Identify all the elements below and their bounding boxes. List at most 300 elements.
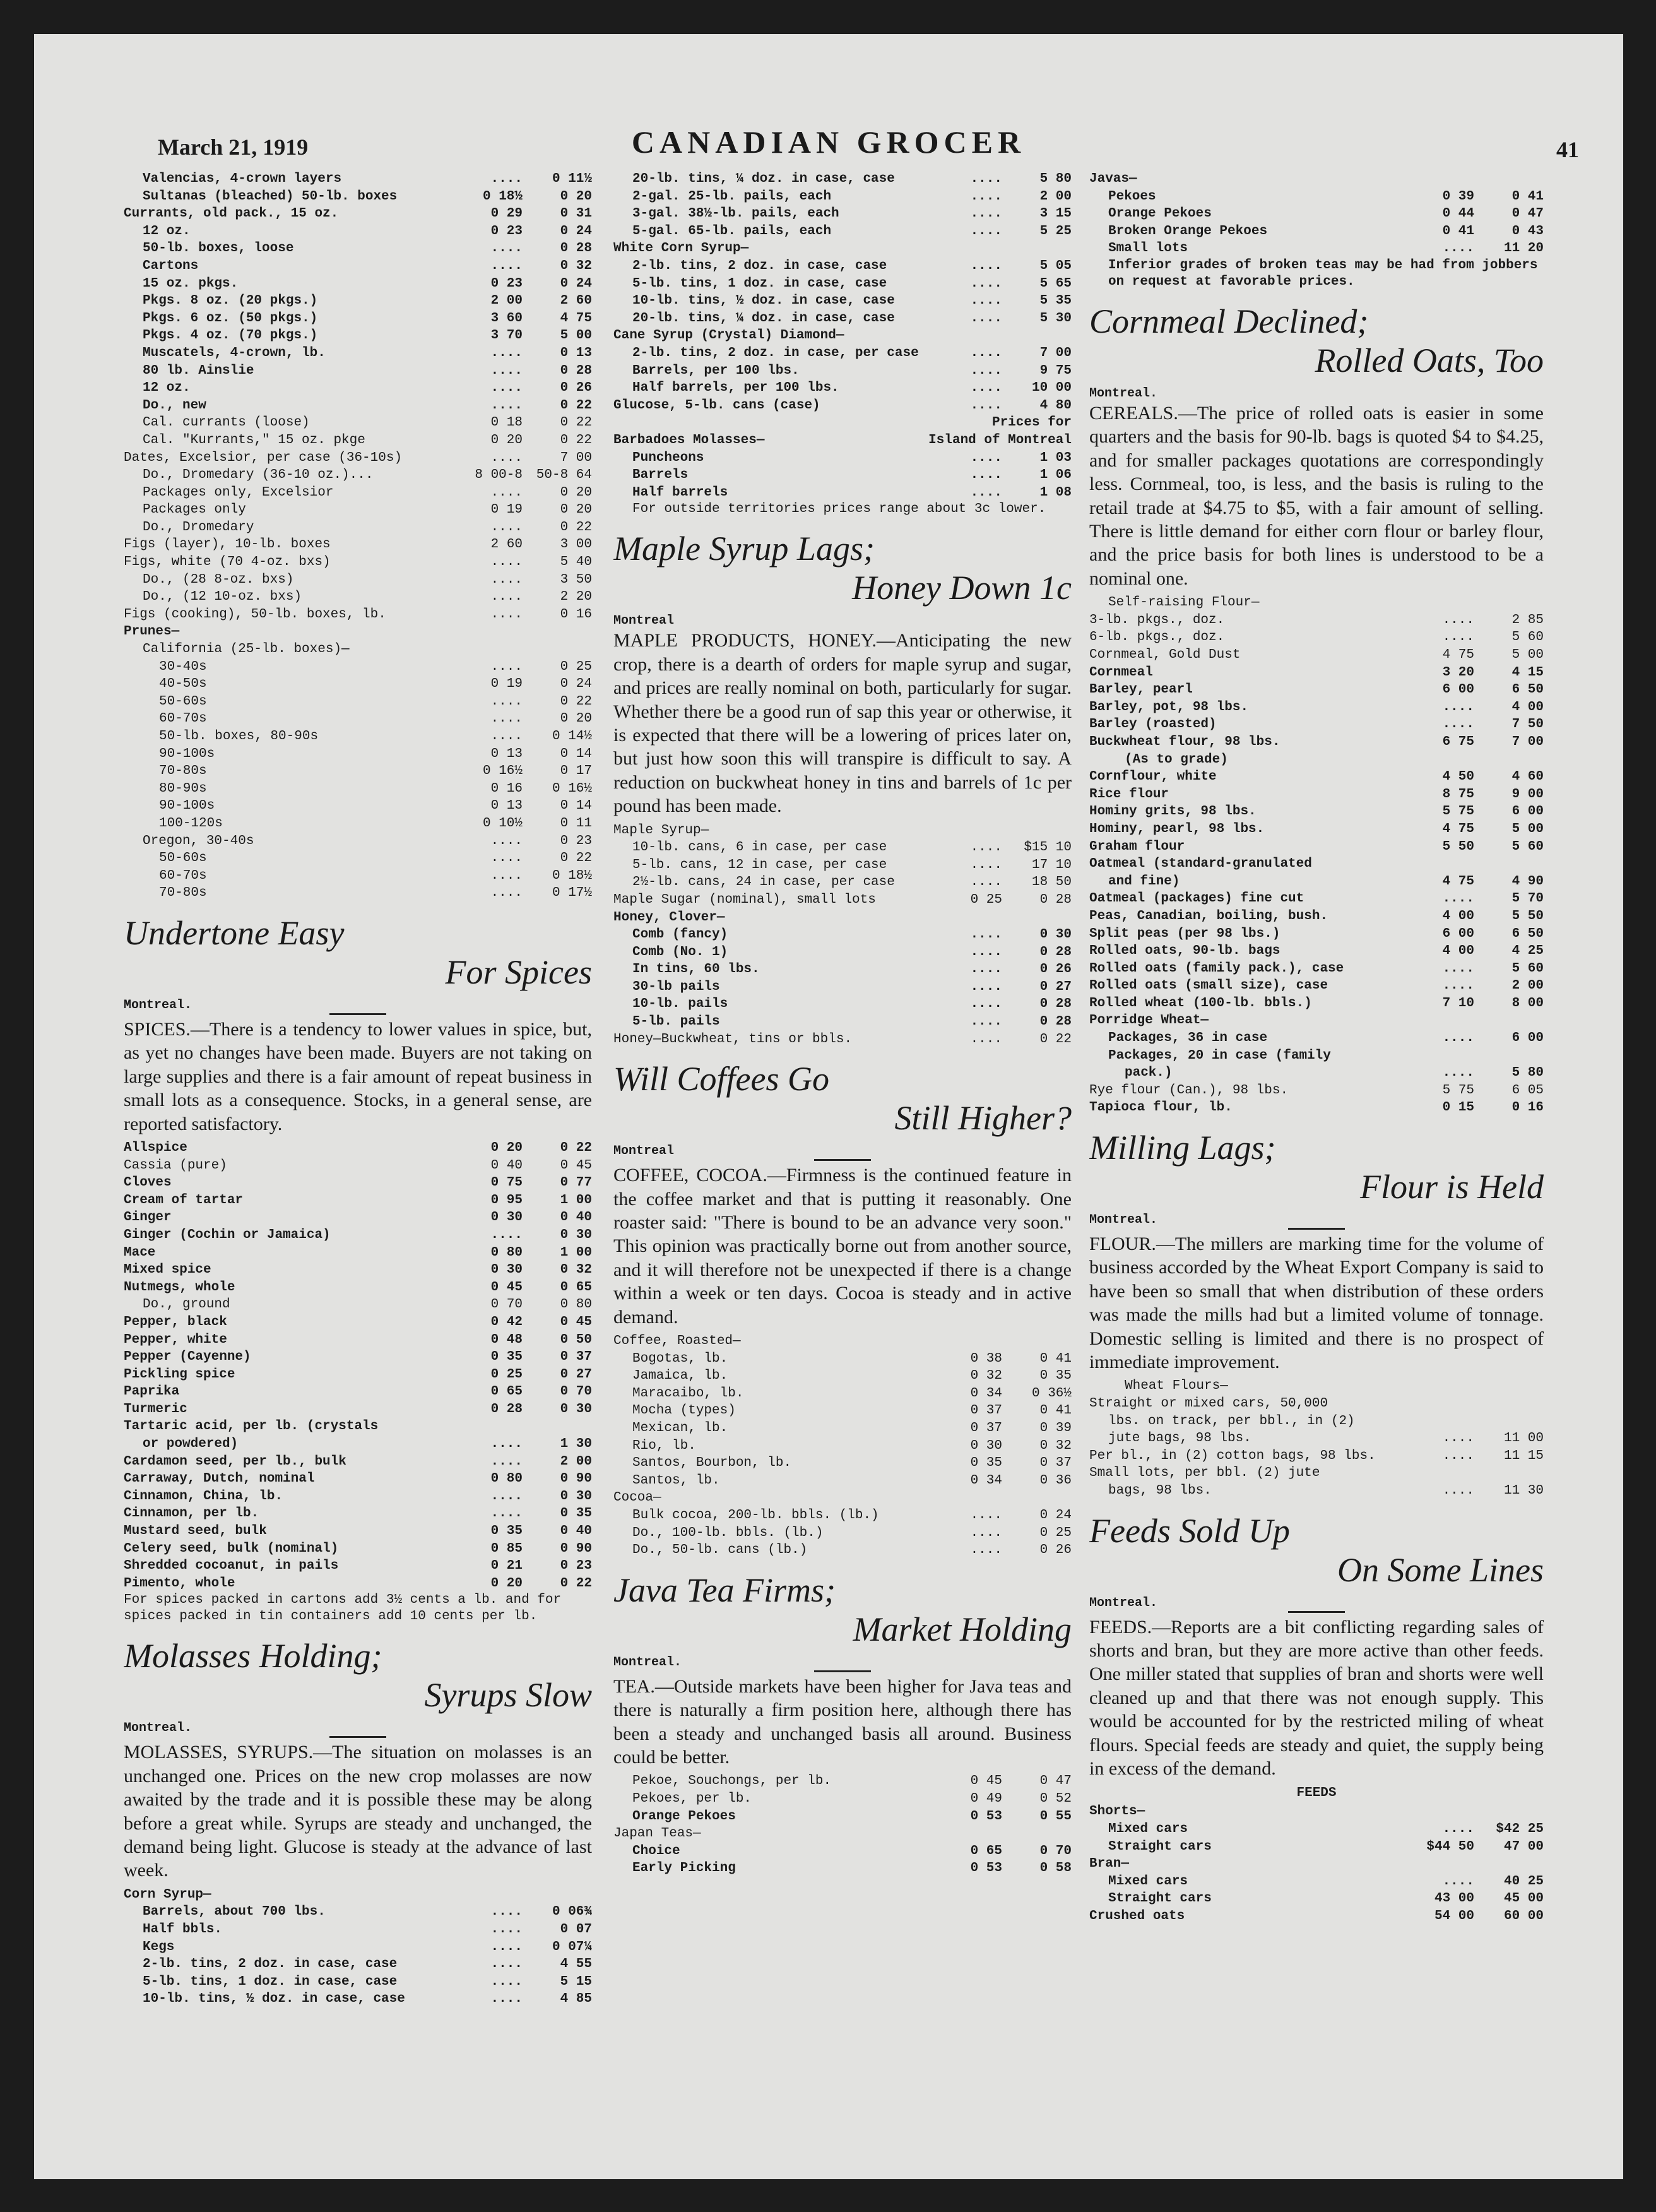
high-price: 0 47 bbox=[1511, 206, 1544, 222]
price-row bbox=[1089, 768, 1544, 786]
price-row bbox=[1089, 664, 1544, 682]
high-price: 0 39 bbox=[1039, 1421, 1072, 1436]
price-row bbox=[613, 839, 1072, 857]
high-price: 1 03 bbox=[1039, 450, 1072, 465]
price-row bbox=[613, 327, 1072, 345]
low-price: .... bbox=[970, 294, 1002, 309]
price-row bbox=[1089, 734, 1544, 751]
high-price: 4 85 bbox=[560, 1992, 592, 2007]
item-name: bags, 98 lbs. bbox=[1108, 1484, 1212, 1499]
price-row bbox=[613, 449, 1072, 467]
low-price: 2 00 bbox=[490, 294, 523, 309]
item-name: Split peas (per 98 lbs.) bbox=[1089, 926, 1280, 941]
item-name: Mace bbox=[124, 1245, 156, 1260]
java-dateline: Montreal. bbox=[613, 1655, 682, 1670]
item-name: 20-lb. tins, ¼ doz. in case, case bbox=[632, 311, 895, 326]
item-name: Allspice bbox=[124, 1140, 187, 1155]
corn-syrup-price-list bbox=[124, 1886, 592, 2008]
low-price: 3 20 bbox=[1442, 665, 1474, 680]
high-price: 0 41 bbox=[1511, 189, 1544, 204]
low-price: 0 53 bbox=[970, 1809, 1002, 1824]
divider bbox=[1288, 1611, 1345, 1613]
price-row bbox=[613, 1013, 1072, 1031]
high-price: 0 16 bbox=[1511, 1100, 1544, 1115]
low-price: .... bbox=[490, 345, 523, 360]
high-price: 5 25 bbox=[1039, 223, 1072, 239]
page-number: 41 bbox=[1556, 137, 1579, 162]
low-price: .... bbox=[970, 840, 1002, 855]
high-price: 0 25 bbox=[1039, 1525, 1072, 1540]
low-price: 0 20 bbox=[490, 1140, 523, 1155]
low-price: 43 00 bbox=[1434, 1891, 1474, 1906]
high-price: 2 00 bbox=[1039, 189, 1072, 204]
item-name: Straight or mixed cars, 50,000 bbox=[1089, 1396, 1328, 1412]
high-price: 3 00 bbox=[560, 537, 592, 552]
price-row bbox=[613, 874, 1072, 891]
low-price: .... bbox=[490, 851, 523, 866]
price-row bbox=[613, 292, 1072, 310]
barbadoes-price-list bbox=[613, 449, 1072, 502]
item-name: 15 oz. pkgs. bbox=[143, 276, 239, 291]
price-row bbox=[124, 449, 592, 467]
price-row bbox=[613, 1489, 1072, 1507]
item-name: Dates, Excelsior, per case (36-10s) bbox=[124, 450, 403, 465]
high-price: 0 20 bbox=[560, 711, 592, 727]
item-name: Pepper, white bbox=[124, 1332, 227, 1347]
item-name: Do., new bbox=[143, 398, 206, 413]
price-row bbox=[124, 1575, 592, 1593]
high-price: 0 37 bbox=[1039, 1456, 1072, 1471]
low-price: $44 50 bbox=[1426, 1839, 1474, 1854]
price-row bbox=[124, 1418, 592, 1436]
high-price: 0 28 bbox=[560, 241, 592, 256]
item-name: 90-100s bbox=[159, 746, 215, 761]
high-price: 0 52 bbox=[1039, 1792, 1072, 1807]
price-row bbox=[124, 1921, 592, 1939]
item-name: Maracaibo, lb. bbox=[632, 1386, 744, 1401]
item-name: Do., 100-lb. bbls. (lb.) bbox=[632, 1525, 824, 1540]
high-price: 4 55 bbox=[560, 1957, 592, 1972]
item-name: Cornmeal, Gold Dust bbox=[1089, 648, 1241, 662]
low-price: 0 41 bbox=[1442, 223, 1474, 239]
item-name: Packages, 20 in case (family bbox=[1108, 1048, 1331, 1063]
low-price: 0 35 bbox=[490, 1524, 523, 1539]
high-price: 60 00 bbox=[1503, 1909, 1544, 1924]
price-row bbox=[124, 1453, 592, 1471]
item-name: Cinnamon, China, lb. bbox=[124, 1489, 283, 1504]
high-price: 4 75 bbox=[560, 311, 592, 326]
price-row bbox=[1089, 1395, 1544, 1413]
high-price: 5 15 bbox=[560, 1974, 592, 1989]
low-price: 0 13 bbox=[490, 799, 523, 814]
price-row bbox=[613, 1507, 1072, 1525]
price-row bbox=[124, 797, 592, 815]
item-name: Pkgs. 8 oz. (20 pkgs.) bbox=[143, 294, 318, 309]
item-name: Tartaric acid, per lb. (crystals bbox=[124, 1419, 379, 1434]
price-row bbox=[1089, 821, 1544, 838]
low-price: .... bbox=[970, 944, 1002, 960]
price-row bbox=[613, 484, 1072, 502]
high-price: 0 22 bbox=[560, 851, 592, 866]
price-row bbox=[124, 815, 592, 833]
item-name: Mocha (types) bbox=[632, 1403, 736, 1418]
low-price: 4 75 bbox=[1442, 648, 1474, 662]
price-row bbox=[124, 1209, 592, 1227]
high-price: 0 27 bbox=[1039, 979, 1072, 994]
low-price: 5 50 bbox=[1442, 839, 1474, 854]
item-name: Mixed cars bbox=[1108, 1822, 1188, 1837]
item-name: Per bl., in (2) cotton bags, 98 lbs. bbox=[1089, 1448, 1376, 1463]
high-price: 0 16½ bbox=[552, 781, 592, 796]
low-price: .... bbox=[490, 607, 523, 622]
low-price: 8 75 bbox=[1442, 787, 1474, 802]
item-name: Wheat Flours— bbox=[1125, 1379, 1228, 1394]
high-price: 5 80 bbox=[1039, 172, 1072, 186]
cornmeal-headline: Cornmeal Declined; Rolled Oats, Too bbox=[1089, 302, 1544, 379]
item-name: 10-lb. tins, ½ doz. in case, case bbox=[632, 294, 895, 309]
low-price: .... bbox=[490, 258, 523, 273]
price-row bbox=[1089, 1082, 1544, 1100]
high-price: 0 20 bbox=[560, 485, 592, 500]
low-price: 2 60 bbox=[490, 537, 523, 552]
high-price: 0 90 bbox=[560, 1472, 592, 1487]
price-row bbox=[124, 641, 592, 658]
low-price: 0 23 bbox=[490, 276, 523, 291]
spices-dateline: Montreal. bbox=[124, 997, 192, 1013]
low-price: .... bbox=[1442, 978, 1474, 994]
item-name: Jamaica, lb. bbox=[632, 1369, 728, 1384]
item-name: Barley, pearl bbox=[1089, 682, 1193, 698]
item-name: Cinnamon, per lb. bbox=[124, 1506, 259, 1521]
cornmeal-article: CEREALS.—The price of rolled oats is easier in some quarters and the basis for 90-lb. bags is quoted $4 to $4.25, and for smaller packages quotations are correspondingly less. Cornmeal, too, is less, and the basis is ruling to the retail trade at $4.75 to $5, with a fair amount of selling. There is little demand for either corn flour or barley flour, and the price basis for both lines is understood to be a nominal one. bbox=[1089, 402, 1544, 589]
item-name: Mixed cars bbox=[1108, 1874, 1188, 1889]
low-price: 8 00-8 bbox=[475, 468, 523, 483]
item-name: White Corn Syrup— bbox=[613, 241, 749, 256]
low-price: 6 00 bbox=[1442, 926, 1474, 941]
item-name: Santos, Bourbon, lb. bbox=[632, 1456, 792, 1471]
low-price: .... bbox=[490, 450, 523, 465]
price-row bbox=[124, 1488, 592, 1506]
high-price: 0 07 bbox=[560, 1922, 592, 1937]
price-row bbox=[124, 1939, 592, 1956]
low-price: .... bbox=[490, 694, 523, 709]
item-name: Tapioca flour, lb. bbox=[1089, 1100, 1233, 1115]
high-price: 0 36 bbox=[1039, 1473, 1072, 1488]
price-row bbox=[124, 1523, 592, 1540]
milling-headline: Milling Lags; Flour is Held bbox=[1089, 1129, 1544, 1206]
spices-note: For spices packed in cartons add 3½ cents a lb. and for spices packed in tin containers add 10 cents per lb. bbox=[124, 1593, 562, 1624]
high-price: 0 80 bbox=[560, 1297, 592, 1312]
price-row bbox=[1089, 1012, 1544, 1030]
price-row bbox=[613, 1808, 1072, 1826]
item-name: 20-lb. tins, ¼ doz. in case, case bbox=[632, 172, 895, 186]
molasses-article: MOLASSES, SYRUPS.—The situation on molasses is an unchanged one. Prices on the new crop molasses are now awaited by the trade and it is possible these may be along before a great while. Syrups are steady and unchanged, the demand being light. Glucose is steady at the advance of last week. bbox=[124, 1742, 592, 1881]
low-price: 0 25 bbox=[490, 1367, 523, 1382]
low-price: .... bbox=[970, 450, 1002, 465]
high-price: 0 17½ bbox=[552, 886, 592, 901]
item-name: Rolled wheat (100-lb. bbls.) bbox=[1089, 996, 1312, 1011]
price-row bbox=[1089, 1430, 1544, 1448]
low-price: 0 19 bbox=[490, 502, 523, 518]
high-price: 47 00 bbox=[1503, 1839, 1544, 1854]
low-price: .... bbox=[970, 345, 1002, 360]
high-price: 0 14 bbox=[560, 746, 592, 761]
milling-article: FLOUR.—The millers are marking time for the volume of business accorded by the Wheat Export Company is said to have been so small that when distribution of these orders was made the mills had but a limited volume of tonnage. Domestic selling is limited and there is no prospect of immediate improvement. bbox=[1089, 1234, 1544, 1373]
low-price: 0 15 bbox=[1442, 1100, 1474, 1115]
item-name: Broken Orange Pekoes bbox=[1108, 223, 1268, 239]
high-price: 0 22 bbox=[560, 398, 592, 413]
feeds-article: FEEDS.—Reports are a bit conflicting regarding sales of shorts and bran, but they are more active than other feeds. One miller stated that supplies of bran and shorts were well cleaned up and that there was not enough supply. This would be accounted for by the restricted miling of wheat flours. Special feeds are steady and quiet, the supply being in excess of the demand. bbox=[1089, 1616, 1544, 1780]
price-row bbox=[1089, 855, 1544, 873]
item-name: Rolled oats, 90-lb. bags bbox=[1089, 944, 1280, 959]
low-price: 4 00 bbox=[1442, 944, 1474, 959]
low-price: 0 23 bbox=[490, 223, 523, 239]
low-price: 0 48 bbox=[490, 1332, 523, 1347]
high-price: 0 13 bbox=[560, 345, 592, 360]
low-price: .... bbox=[490, 1974, 523, 1989]
price-row bbox=[1089, 612, 1544, 629]
high-price: 0 22 bbox=[560, 520, 592, 535]
high-price: 3 15 bbox=[1039, 206, 1072, 222]
item-name: (As to grade) bbox=[1125, 752, 1228, 767]
low-price: 0 16 bbox=[490, 781, 523, 796]
item-name: Cornmeal bbox=[1089, 665, 1153, 680]
price-row bbox=[124, 833, 592, 850]
price-row bbox=[124, 205, 592, 223]
low-price: .... bbox=[490, 485, 523, 500]
high-price: 0 77 bbox=[560, 1175, 592, 1191]
high-price: 9 75 bbox=[1039, 363, 1072, 378]
high-price: 5 60 bbox=[1511, 961, 1544, 976]
low-price: 0 45 bbox=[490, 1280, 523, 1295]
low-price: .... bbox=[970, 1032, 1002, 1047]
price-row bbox=[124, 675, 592, 693]
low-price: .... bbox=[490, 1437, 523, 1452]
item-name: 12 oz. bbox=[143, 223, 191, 239]
price-row bbox=[1089, 716, 1544, 734]
low-price: 4 75 bbox=[1442, 874, 1474, 889]
high-price: 10 00 bbox=[1031, 381, 1072, 396]
price-row bbox=[124, 519, 592, 537]
low-price: .... bbox=[1442, 1448, 1474, 1463]
item-name: Self-raising Flour— bbox=[1108, 595, 1260, 610]
price-row bbox=[124, 275, 592, 293]
price-row bbox=[613, 188, 1072, 206]
price-row bbox=[613, 1031, 1072, 1049]
item-name: Mustard seed, bulk bbox=[124, 1524, 267, 1539]
low-price: .... bbox=[490, 659, 523, 674]
price-row bbox=[124, 867, 592, 885]
item-name: Peas, Canadian, boiling, bush. bbox=[1089, 908, 1328, 924]
coffee-article: COFFEE, COCOA.—Firmness is the continued feature in the coffee market and that is putting it reasonably. One roaster said: "There is bound to be an advance very soon." This opinion was practically borne out from another source, and it will therefore not be unexpected if there is a change within a week or ten days. Cocoa is steady and in active demand. bbox=[613, 1165, 1072, 1328]
high-price: 0 70 bbox=[1039, 1843, 1072, 1858]
high-price: 5 65 bbox=[1039, 276, 1072, 291]
price-row bbox=[124, 1557, 592, 1575]
low-price: 6 00 bbox=[1442, 682, 1474, 698]
price-row bbox=[1089, 1821, 1544, 1838]
price-row bbox=[613, 258, 1072, 275]
item-name: Comb (fancy) bbox=[632, 927, 728, 942]
high-price: 0 25 bbox=[560, 659, 592, 674]
high-price: 0 40 bbox=[560, 1210, 592, 1225]
low-price: 0 70 bbox=[490, 1297, 523, 1312]
item-name: Puncheons bbox=[632, 450, 704, 465]
low-price: 0 65 bbox=[490, 1384, 523, 1400]
price-row bbox=[124, 223, 592, 241]
high-price: 0 28 bbox=[1039, 997, 1072, 1012]
low-price: .... bbox=[490, 172, 523, 186]
high-price: 0 11 bbox=[560, 816, 592, 831]
low-price: .... bbox=[970, 927, 1002, 942]
maple-headline: Maple Syrup Lags; Honey Down 1c bbox=[613, 530, 1072, 607]
item-name: Pkgs. 4 oz. (70 pkgs.) bbox=[143, 328, 318, 343]
high-price: 4 90 bbox=[1511, 874, 1544, 889]
high-price: 2 85 bbox=[1511, 612, 1544, 627]
low-price: 0 80 bbox=[490, 1472, 523, 1487]
high-price: 0 31 bbox=[560, 206, 592, 222]
item-name: Small lots bbox=[1108, 241, 1188, 256]
feeds-table-title: FEEDS bbox=[1296, 1786, 1337, 1801]
price-row bbox=[124, 1296, 592, 1314]
low-price: .... bbox=[1442, 1431, 1474, 1446]
item-name: 100-120s bbox=[159, 816, 223, 831]
low-price: 0 18 bbox=[490, 415, 523, 431]
low-price: .... bbox=[490, 868, 523, 883]
java-tea-price-list bbox=[1089, 170, 1544, 258]
high-price: 0 17 bbox=[560, 764, 592, 779]
low-price: .... bbox=[490, 398, 523, 413]
item-name: Pekoes, per lb. bbox=[632, 1792, 752, 1807]
high-price: 4 60 bbox=[1511, 770, 1544, 785]
low-price: 0 21 bbox=[490, 1559, 523, 1574]
item-name: 3-gal. 38½-lb. pails, each bbox=[632, 206, 839, 222]
barbadoes-price-heading: Prices for bbox=[991, 415, 1072, 431]
low-price: 5 75 bbox=[1442, 804, 1474, 819]
molasses-dateline: Montreal. bbox=[124, 1721, 192, 1736]
item-name: Currants, old pack., 15 oz. bbox=[124, 206, 339, 222]
maple-article: MAPLE PRODUCTS, HONEY.—Anticipating the new crop, there is a dearth of orders for maple syrup and sugar, and prices are really nominal on both, particularly for sugar. Whether there be a good run of sap this year or otherwise, it is expected that there will be a lowering of prices later on, but just how soon this will transpire is difficult to say. A reduction on buckwheat honey in tins and barrels of 1c per pound has been made. bbox=[613, 630, 1072, 817]
high-price: 0 26 bbox=[560, 381, 592, 396]
column-1 bbox=[124, 170, 592, 2083]
item-name: Do., ground bbox=[143, 1297, 230, 1312]
price-row bbox=[1089, 908, 1544, 925]
high-price: 0 45 bbox=[560, 1314, 592, 1329]
low-price: .... bbox=[970, 485, 1002, 500]
low-price: .... bbox=[490, 1939, 523, 1954]
item-name: Early Picking bbox=[632, 1861, 736, 1876]
item-name: Barley (roasted) bbox=[1089, 717, 1217, 732]
price-row bbox=[124, 327, 592, 345]
low-price: .... bbox=[490, 833, 523, 848]
low-price: .... bbox=[1442, 1874, 1474, 1889]
price-row bbox=[1089, 803, 1544, 821]
item-name: Nutmegs, whole bbox=[124, 1280, 235, 1295]
publication-title: CANADIAN GROCER bbox=[631, 124, 1026, 160]
item-name: Porridge Wheat— bbox=[1089, 1013, 1209, 1028]
low-price: .... bbox=[1442, 241, 1474, 256]
price-row bbox=[613, 1367, 1072, 1385]
low-price: .... bbox=[970, 276, 1002, 291]
item-name: 50-lb. boxes, loose bbox=[143, 241, 294, 256]
item-name: Bulk cocoa, 200-lb. bbls. (lb.) bbox=[632, 1508, 879, 1523]
low-price: 4 00 bbox=[1442, 908, 1474, 924]
high-price: 11 15 bbox=[1503, 1448, 1544, 1463]
low-price: .... bbox=[970, 381, 1002, 396]
price-row bbox=[1089, 1465, 1544, 1482]
low-price: .... bbox=[490, 520, 523, 535]
price-row bbox=[1089, 681, 1544, 699]
low-price: .... bbox=[970, 189, 1002, 204]
high-price: 4 80 bbox=[1039, 398, 1072, 413]
high-price: 6 05 bbox=[1511, 1083, 1544, 1098]
price-row bbox=[613, 1472, 1072, 1490]
item-name: Oregon, 30-40s bbox=[143, 833, 254, 848]
price-row bbox=[1089, 1413, 1544, 1430]
item-name: Barrels bbox=[632, 468, 689, 483]
feeds-price-list bbox=[1089, 1803, 1544, 1925]
item-name: Pepper, black bbox=[124, 1314, 227, 1329]
milling-dateline: Montreal. bbox=[1089, 1213, 1158, 1228]
low-price: .... bbox=[970, 398, 1002, 413]
item-name: Pkgs. 6 oz. (50 pkgs.) bbox=[143, 311, 318, 326]
high-price: 5 30 bbox=[1039, 311, 1072, 326]
price-row bbox=[124, 1244, 592, 1262]
item-name: Comb (No. 1) bbox=[632, 944, 728, 960]
spices-price-list bbox=[124, 1139, 592, 1592]
high-price: 0 28 bbox=[1039, 1014, 1072, 1030]
low-price: .... bbox=[490, 590, 523, 605]
divider bbox=[329, 1736, 386, 1738]
low-price: .... bbox=[970, 468, 1002, 483]
low-price: .... bbox=[490, 886, 523, 901]
issue-date: March 21, 1919 bbox=[158, 134, 309, 160]
low-price: .... bbox=[490, 1957, 523, 1972]
coffee-headline: Will Coffees Go Still Higher? bbox=[613, 1060, 1072, 1138]
price-row bbox=[124, 397, 592, 415]
price-row bbox=[124, 1973, 592, 1991]
high-price: 0 28 bbox=[560, 363, 592, 378]
item-name: Rolled oats (family pack.), case bbox=[1089, 961, 1344, 976]
item-name: 5-lb. tins, 1 doz. in case, case bbox=[143, 1974, 398, 1989]
high-price: 0 27 bbox=[560, 1367, 592, 1382]
divider bbox=[1288, 1228, 1345, 1230]
item-name: Straight cars bbox=[1108, 1891, 1212, 1906]
item-name: Pekoes bbox=[1108, 189, 1156, 204]
price-row bbox=[613, 978, 1072, 996]
item-name: lbs. on track, per bbl., in (2) bbox=[1108, 1413, 1355, 1429]
high-price: 40 25 bbox=[1503, 1874, 1544, 1889]
price-row bbox=[613, 1333, 1072, 1350]
price-row bbox=[124, 170, 592, 188]
price-row bbox=[1089, 873, 1544, 891]
high-price: 45 00 bbox=[1503, 1891, 1544, 1906]
low-price: 0 34 bbox=[970, 1473, 1002, 1488]
price-row bbox=[1089, 1099, 1544, 1117]
item-name: Shorts— bbox=[1089, 1804, 1145, 1819]
low-price: 0 49 bbox=[970, 1792, 1002, 1807]
item-name: Corn Syrup— bbox=[124, 1887, 211, 1902]
price-row bbox=[613, 1420, 1072, 1437]
high-price: 7 00 bbox=[1039, 345, 1072, 360]
price-row bbox=[613, 822, 1072, 840]
price-row bbox=[124, 240, 592, 258]
low-price: .... bbox=[970, 857, 1002, 872]
low-price: 0 16½ bbox=[482, 764, 523, 779]
divider bbox=[329, 1013, 386, 1015]
high-price: 2 00 bbox=[1511, 978, 1544, 994]
item-name: 5-lb. tins, 1 doz. in case, case bbox=[632, 276, 887, 291]
price-row bbox=[124, 658, 592, 676]
